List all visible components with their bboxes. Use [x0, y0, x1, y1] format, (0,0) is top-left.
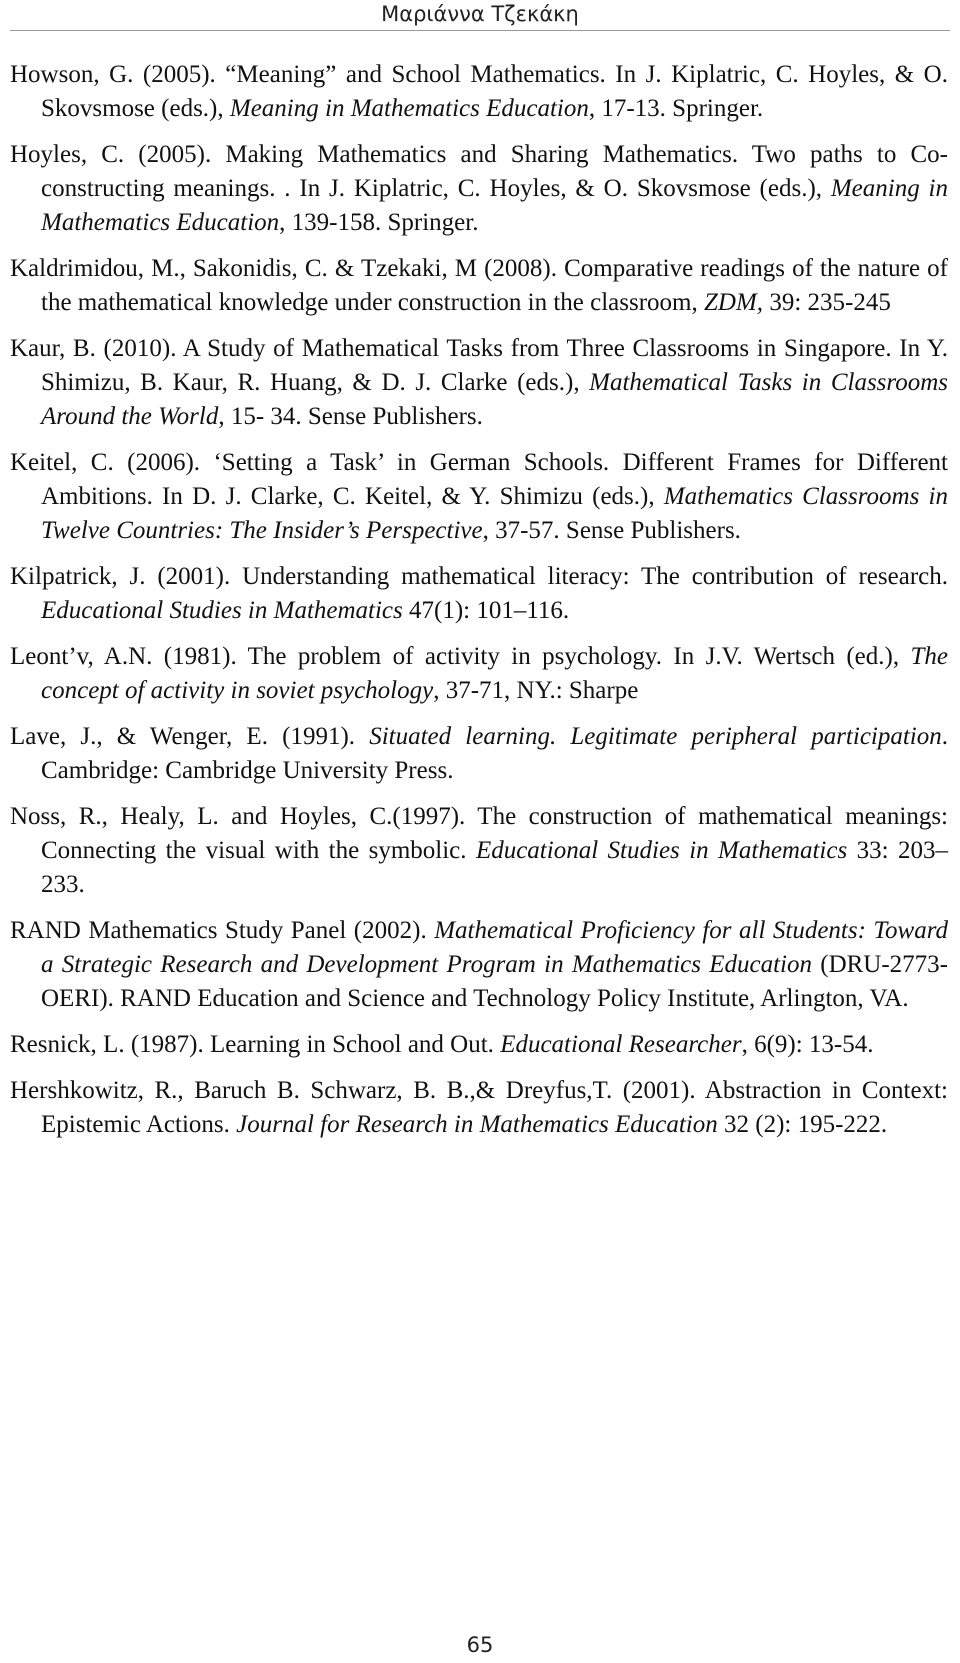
reference-list [10, 58, 948, 1154]
reference-item: Hoyles, C. (2005). Making Mathematics and Sharing Mathematics. Two paths to Co- constructing meanings. . In J. Kiplatric, C. Hoyles, & O. Skovsmose (eds.), Meaning in Mathematics Education, 139-158. Springer. [10, 141, 948, 236]
reference-item: Hershkowitz, R., Baruch B. Schwarz, B. B.,& Dreyfus,T. (2001). Abstraction in Context: Epistemic Actions. Journal for Research in Mathematics Education 32 (2): 195-222. [10, 1077, 948, 1138]
reference-item: Howson, G. (2005). “Meaning” and School Mathematics. In J. Kiplatric, C. Hoyles, & O. Skovsmose (eds.), Meaning in Mathematics Education, 17-13. Springer. [10, 61, 948, 122]
reference-item: Leont’v, A.N. (1981). The problem of activity in psychology. In J.V. Wertsch (ed.), The concept of activity in soviet psychology, 37-71, NY.: Sharpe [10, 643, 948, 704]
reference-item: RAND Mathematics Study Panel (2002). Mathematical Proficiency for all Students: Toward a Strategic Research and Development Program in Mathematics Education (DRU-2773-OERI). RAND Education and Science and Technology Policy Institute, Arlington, VA. [10, 917, 948, 1012]
page-number: 65 [466, 1633, 494, 1657]
reference-item: Kilpatrick, J. (2001). Understanding mathematical literacy: The contribution of research. Educational Studies in Mathematics 47(1): 101–116. [10, 563, 948, 624]
reference-item: Lave, J., & Wenger, E. (1991). Situated learning. Legitimate peripheral participation. Cambridge: Cambridge University Press. [10, 723, 949, 784]
header-rule [10, 30, 950, 31]
running-header: Μαριάννα Τζεκάκη [381, 2, 579, 26]
reference-item: Kaur, B. (2010). A Study of Mathematical Tasks from Three Classrooms in Singapore. In Y. Shimizu, B. Kaur, R. Huang, & D. J. Clarke (eds.), Mathematical Tasks in Classrooms Around the World, 15- 34. Sense Publishers. [10, 335, 948, 430]
reference-item: Kaldrimidou, M., Sakonidis, C. & Tzekaki, M (2008). Comparative readings of the nature of the mathematical knowledge under construction in the classroom, ZDM, 39: 235-245 [10, 255, 948, 316]
reference-item: Noss, R., Healy, L. and Hoyles, C.(1997). The construction of mathematical meanings: Connecting the visual with the symbolic. Educational Studies in Mathematics 33: 203–233. [10, 803, 948, 898]
reference-item: Resnick, L. (1987). Learning in School and Out. Educational Researcher, 6(9): 13-54. [10, 1031, 874, 1058]
reference-item: Keitel, C. (2006). ‘Setting a Task’ in German Schools. Different Frames for Different Ambitions. In D. J. Clarke, C. Keitel, & Y. Shimizu (eds.), Mathematics Classrooms in Twelve Countries: The Insider’s Perspective, 37-57. Sense Publishers. [10, 449, 949, 544]
